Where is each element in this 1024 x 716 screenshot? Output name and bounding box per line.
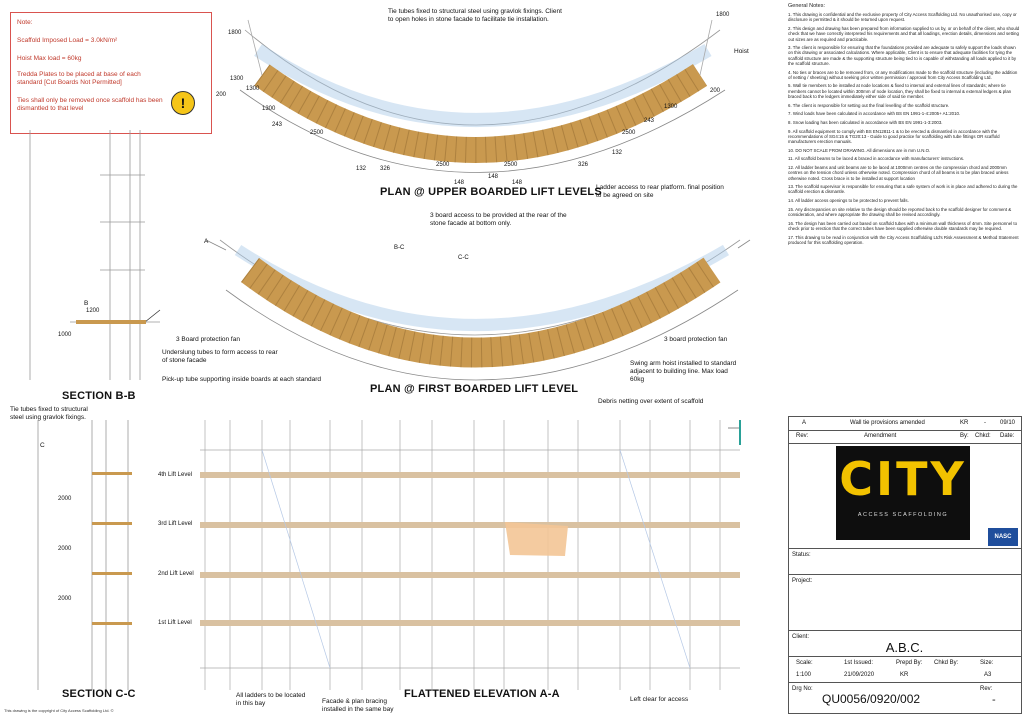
logo-subtitle: ACCESS SCAFFOLDING	[857, 512, 949, 518]
divider	[788, 574, 1021, 575]
client-name: A.B.C.	[885, 640, 924, 655]
marker-cc: C-C	[458, 255, 469, 261]
dim-243-left: 243	[272, 122, 283, 128]
dim-1300-d: 1300	[664, 104, 678, 110]
header-date: Date:	[1000, 433, 1015, 439]
lift-1-label: 1st Lift Level	[158, 620, 192, 626]
dim-2000-a: 2000	[58, 496, 72, 502]
section-b-marker: B	[84, 300, 89, 307]
dim-1300-a: 1300	[230, 76, 244, 82]
tie-tubes-note: Tie tubes fixed to structural steel using gravlok fixings. Client to open holes in stone facade to facilitate tie installation.	[388, 8, 562, 23]
header-by: By:	[960, 433, 969, 439]
client-label: Client:	[792, 634, 810, 640]
protection-fan-note-1: 3 Board protection fan	[176, 336, 240, 343]
dim-200-left: 200	[216, 92, 227, 98]
dim-326-right: 326	[578, 162, 589, 168]
size-label: Size:	[980, 660, 994, 666]
dim-148-b: 148	[488, 174, 499, 180]
dim-132-left: 132	[356, 166, 367, 172]
amend-text: Wall tie provisions amended	[850, 420, 925, 426]
general-note: 13. The scaffold supervisor is responsible for ensuring that a safe system of work is in place and adhered to during the scaffold erection & dismantle.	[788, 184, 1018, 195]
dim-326-left: 326	[380, 166, 391, 172]
rev-label: Rev:	[980, 686, 993, 692]
drg-label: Drg No:	[792, 686, 813, 692]
lift-2-label: 2nd Lift Level	[158, 571, 194, 577]
nasc-logo: NASC	[988, 528, 1018, 546]
dim-2500-d: 2500	[622, 130, 636, 136]
general-note: 9. All scaffold equipment to comply with BS EN12811-1 & to be erected & dismantled in accordance with the recommendations of SG4:15 & TG20:13 - Guide to good practice for scaffolding with tube fittings OR scaffold manufacturers erection manuals.	[788, 128, 1000, 145]
note-ties: Ties shall only be removed once scaffold has been dismantled to that level	[17, 97, 163, 112]
general-note: 12. All ladder beams and unit beams are to be laced at 1000mm centres on the compression chord and 2000mm centres on the tension chord unless otherwise noted. Compression chord of all beams is to be plan braced unless otherwise noted. Cross brace is to be installed at support location	[788, 165, 1009, 181]
section-a-marker: A	[204, 238, 209, 245]
dim-1300-b: 1300	[246, 86, 260, 92]
chkd-label: Chkd By:	[934, 660, 959, 666]
amend-by: KR	[960, 420, 969, 426]
header-rev: Rev:	[796, 433, 809, 439]
section-bb-drawing	[30, 130, 160, 380]
dim-1200: 1200	[86, 308, 100, 314]
notes-title: Note:	[17, 19, 33, 26]
divider	[788, 630, 1021, 631]
divider	[788, 443, 1021, 444]
section-c-marker: C	[40, 442, 45, 449]
note-tredda: Tredda Plates to be placed at base of each standard [Cut Boards Not Permitted]	[17, 71, 141, 86]
general-note: 15. Any discrepancies on site relative to the design should be reported back to the scaffold designer for comment & consideration, and where appropriate the drawing shall be revised accordingly.	[788, 206, 1012, 218]
dim-148-a: 148	[454, 180, 465, 186]
dim-2500-c: 2500	[504, 162, 518, 168]
ladder-access-note: Ladder access to rear platform. final position to be agreed on site	[596, 184, 724, 199]
amend-chkd: -	[984, 420, 986, 426]
drawing-number: QU0056/0920/002	[822, 692, 921, 706]
divider	[788, 548, 1021, 549]
general-note: 2. This design and drawing has been prepared from information supplied to us by, or on behalf of the client, who should check that we have correctly interpreted his requirements and that all loadings, erection details, dimensions and setting out sizes are as required and practicable.	[788, 26, 1020, 42]
scale-label: Scale:	[796, 660, 813, 666]
warning-icon: !	[171, 91, 195, 115]
header-amendment: Amendment	[864, 433, 897, 439]
dim-148-c: 148	[512, 180, 523, 186]
divider	[788, 656, 1021, 657]
note-hoist: Hoist Max load = 60kg	[17, 55, 82, 62]
upper-plan-drawing	[240, 20, 725, 173]
prepd-value: KR	[900, 672, 909, 678]
general-note: 5. Wall tie members to be installed at node locations & fixed to internal and external lines of standards; where tie members cannot be located within 300mm of node location, they shall be fixed to internal & external ledgers & plan braced back to the ledgers immediately either side of said tie member.	[788, 83, 1012, 99]
general-note: 10. DO NOT SCALE FROM DRAWING. All dimensions are in mm U.N.O.	[788, 147, 931, 153]
dim-2500-b: 2500	[436, 162, 450, 168]
general-notes-title: General Notes:	[788, 3, 825, 9]
dim-1800-left: 1800	[228, 30, 242, 36]
upper-plan-title: PLAN @ UPPER BOARDED LIFT LEVELS	[380, 186, 602, 198]
underslung-note: Underslung tubes to form access to rear of stone facade	[162, 349, 278, 364]
copyright-footer: This drawing is the copyright of City Access Scaffolding Ltd. ©	[4, 708, 114, 713]
pickup-tube-note: Pick-up tube supporting inside boards at each standard	[162, 376, 321, 383]
first-plan-title: PLAN @ FIRST BOARDED LIFT LEVEL	[370, 383, 579, 395]
general-note: 14. All ladder access openings to be protected to prevent falls.	[788, 198, 909, 204]
general-note: 6. The client is responsible for setting out the final levelling of the scaffold structure.	[788, 102, 950, 108]
general-note: 1. This drawing is confidential and the exclusive property of City Access Scaffolding Ltd. No unauthorised use, copy or disclosure is permitted & it should be returned upon request.	[788, 12, 1017, 23]
protection-fan-note-2: 3 board protection fan	[664, 336, 728, 343]
elevation-title: FLATTENED ELEVATION A-A	[404, 688, 560, 700]
bracing-note: Facade & plan bracing installed in the same bay	[322, 698, 394, 713]
scale-value: 1:100	[796, 672, 812, 678]
section-cc-title: SECTION C-C	[62, 688, 136, 700]
section-bb-title: SECTION B-B	[62, 390, 136, 402]
general-note: 17. This drawing to be read in conjunction with the City Access Scaffolding Ltd's Risk Assessment & Method Statement produced for this scaffolding operation.	[788, 234, 1019, 245]
hoist-label: Hoist	[734, 48, 749, 55]
debris-note: Debris netting over extent of scaffold	[598, 398, 704, 405]
rev-value: -	[992, 694, 996, 706]
general-note: 8. Snow loading has been calculated in accordance with BS EN 1991-1-3:2003.	[788, 119, 943, 125]
left-clear-note: Left clear for access	[630, 696, 689, 703]
first-plan-drawing	[206, 240, 750, 380]
dim-1000: 1000	[58, 332, 72, 338]
dim-243-right: 243	[644, 118, 655, 124]
size-value: A3	[984, 672, 992, 678]
project-label: Project:	[792, 578, 813, 584]
dim-200-right: 200	[710, 88, 721, 94]
three-board-access-note: 3 board access to be provided at the rear of the stone facade at bottom only.	[430, 212, 567, 227]
status-label: Status:	[792, 552, 811, 558]
general-note: 11. All scaffold beams to be laced & braced in accordance with manufacturers' instructions.	[788, 156, 965, 162]
amend-date: 09/10	[1000, 420, 1016, 426]
general-note: 7. Wind loads have been calculated in accordance with BS EN 1991-1-4:2005+ A1:2010.	[788, 111, 961, 117]
swing-arm-note: Swing arm hoist installed to standard adjacent to building line. Max load 60kg	[630, 360, 737, 383]
dim-2000-c: 2000	[58, 596, 72, 602]
city-logo	[836, 446, 970, 540]
general-note: 16. The design has been carried out based on scaffold tubes with a minimum wall thickness of 4mm. Site personnel to check prior to erection that the correct tubes have been supplied otherwise double standards may be required.	[788, 220, 1018, 231]
ladders-bay-note: All ladders to be located in this bay	[236, 692, 306, 707]
lift-3-label: 3rd Lift Level	[158, 521, 193, 527]
dim-2000-b: 2000	[58, 546, 72, 552]
header-chkd: Chkd:	[975, 433, 991, 439]
logo-text: CITY	[839, 452, 967, 506]
dim-2500-a: 2500	[310, 130, 324, 136]
dim-1300-c: 1300	[262, 106, 276, 112]
dim-132-right: 132	[612, 150, 623, 156]
section-cc-drawing	[38, 420, 132, 690]
issued-value: 21/09/2020	[844, 672, 875, 678]
divider	[788, 430, 1021, 431]
general-note: 3. The client is responsible for ensuring that the foundations provided are adequate to safely support the loads shown on this drawing or associated calculations. Where applicable, Client is to ensure that adequate facilities for tying the scaffold structure are made & the supporting structure being tied to is capable of withstanding all loads applied to it by the scaffold structure.	[788, 45, 1017, 66]
general-notes	[788, 4, 1020, 409]
divider	[788, 682, 1021, 683]
elevation-drawing	[200, 420, 740, 690]
general-note: 4. No ties or braces are to be removed from, or any modifications made to the scaffold structure (including the addition of netting / sheeting) without seeking prior written permission / approval from City Access Scaffolding Ltd.	[788, 69, 1018, 80]
note-load: Scaffold Imposed Load = 3.0kN/m²	[17, 37, 118, 44]
marker-bc: B-C	[394, 245, 405, 251]
amend-rev: A	[802, 420, 807, 426]
issued-label: 1st Issued:	[844, 660, 874, 666]
lift-4-label: 4th Lift Level	[158, 472, 193, 478]
prepd-label: Prepd By:	[896, 660, 923, 666]
tie-tubes-cc-note: Tie tubes fixed to structural steel using gravlok fixings.	[10, 406, 88, 421]
dim-1800-right: 1800	[716, 12, 730, 18]
